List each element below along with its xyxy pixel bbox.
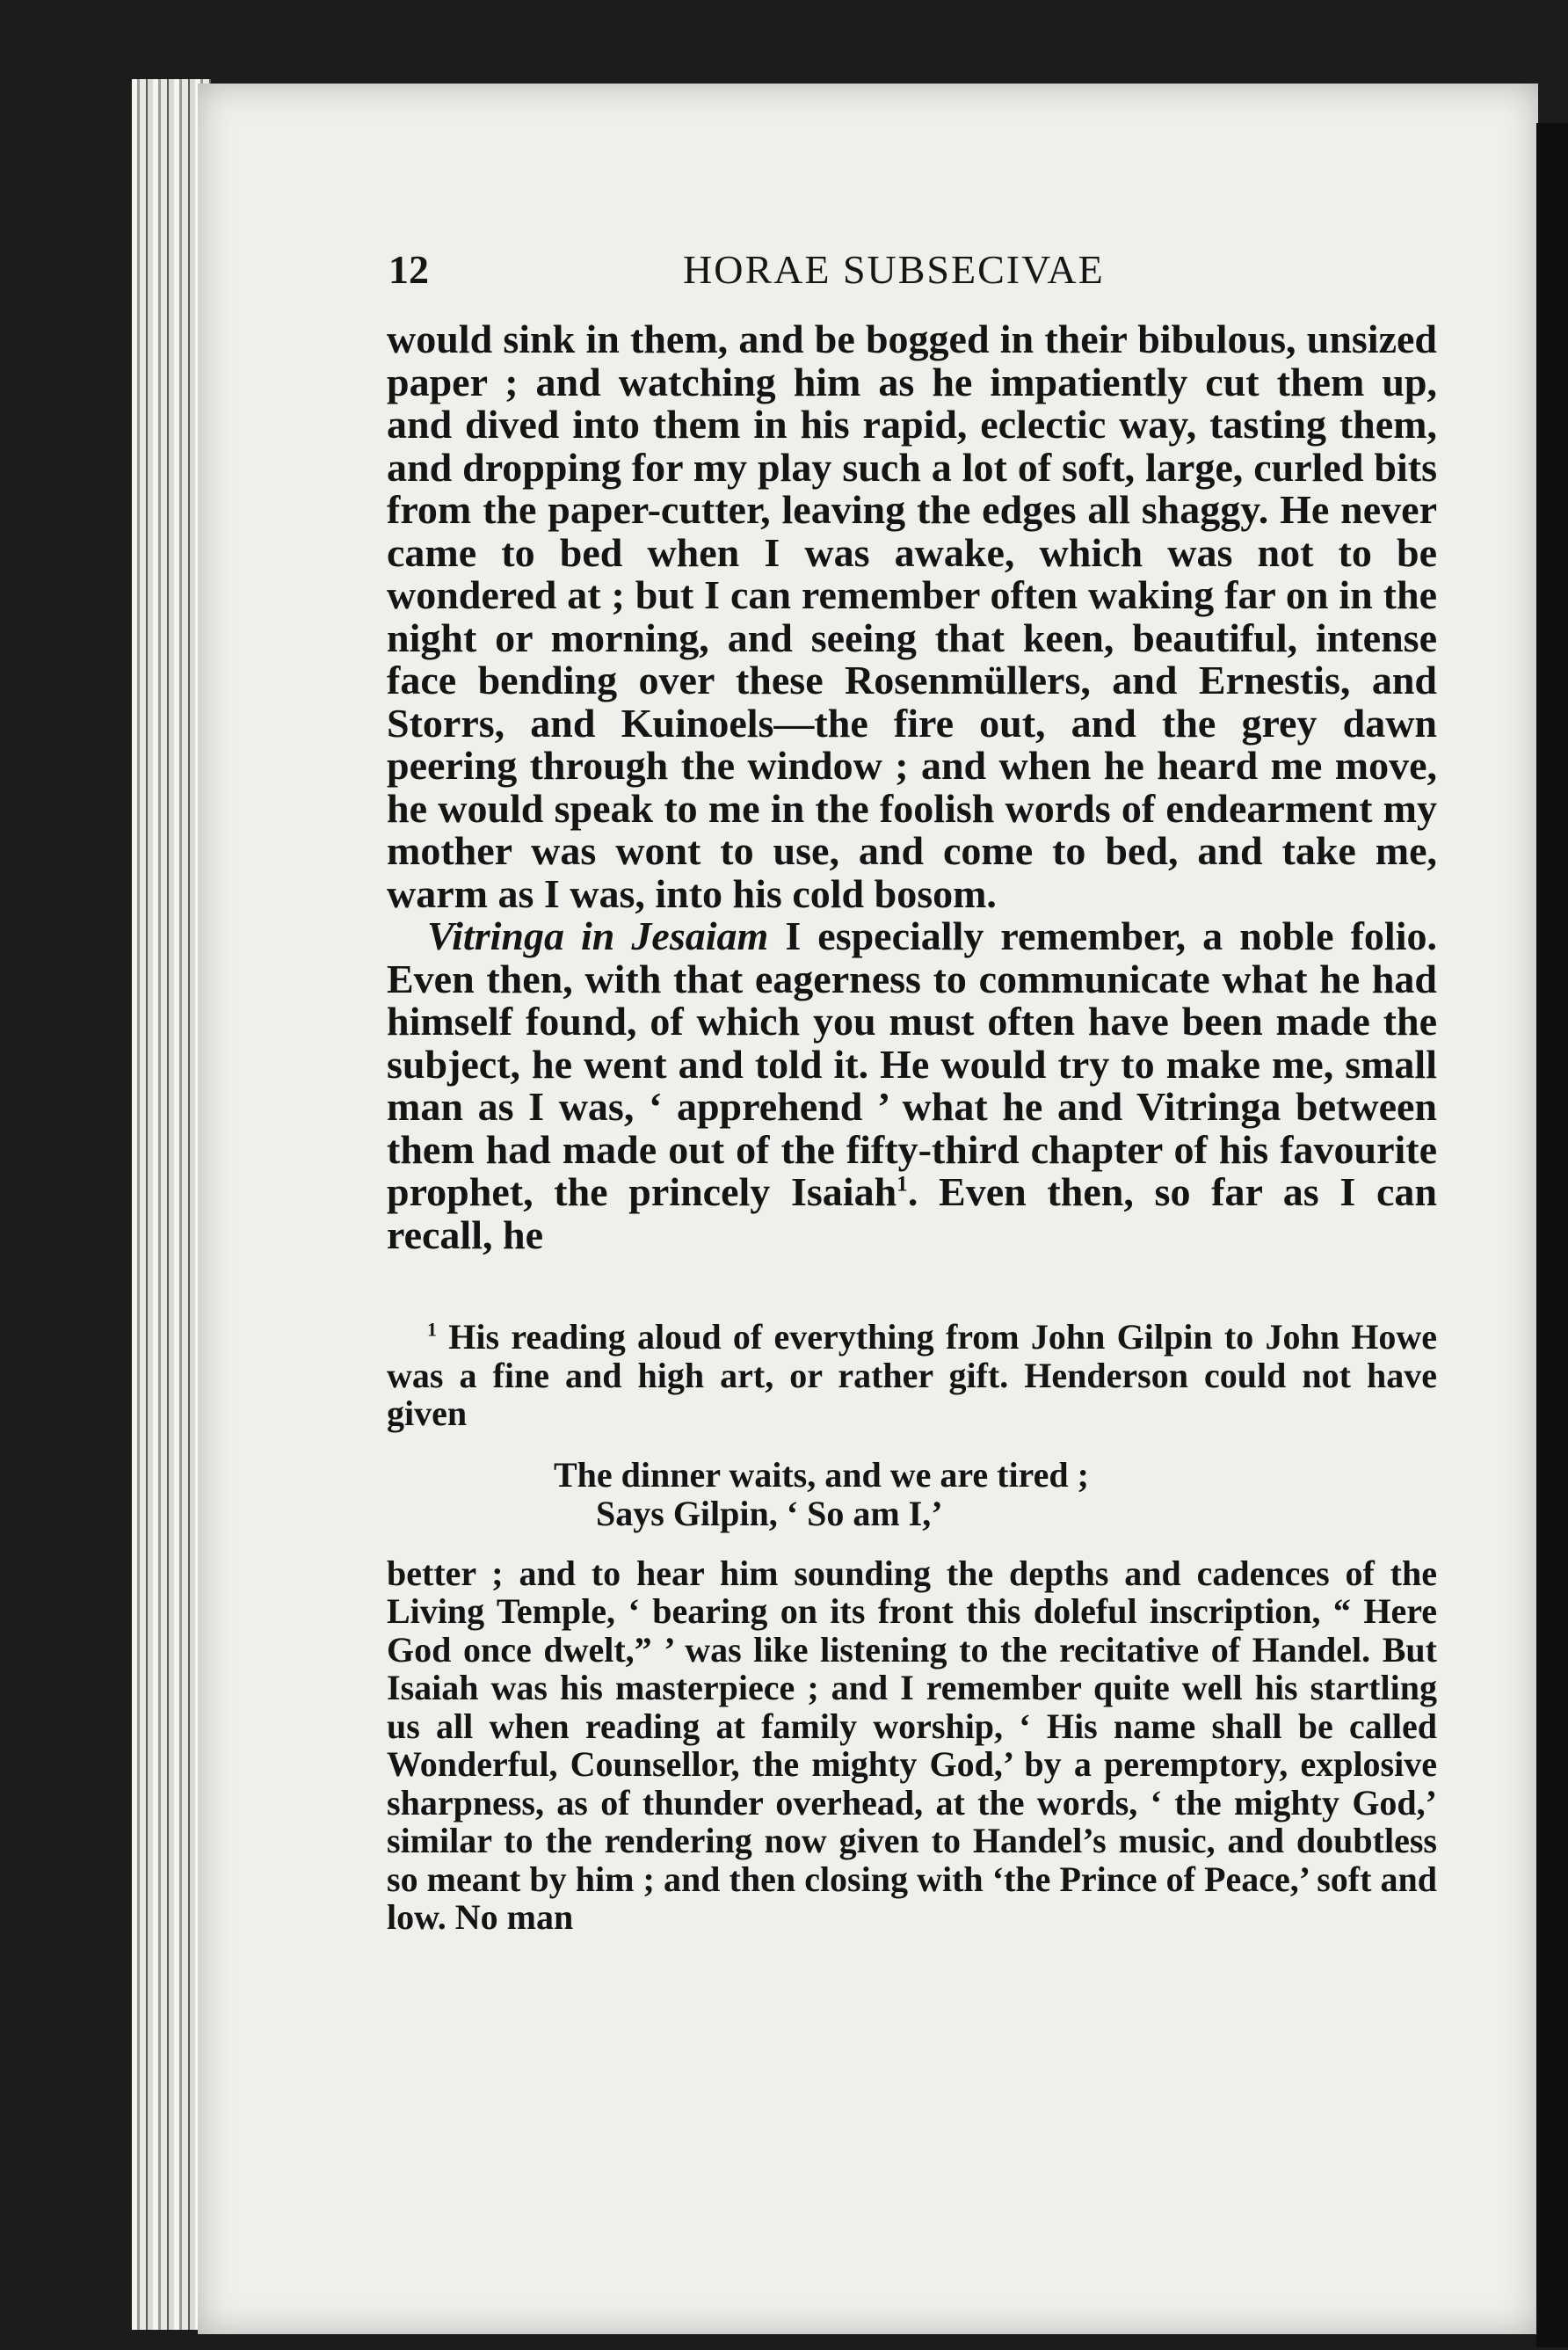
page-number: 12 xyxy=(388,247,429,292)
page-header xyxy=(388,246,1443,299)
footnote-mark: 1 xyxy=(427,1318,437,1341)
main-text xyxy=(387,318,1437,1256)
book-title-italic: Vitringa in Jesaiam xyxy=(427,913,769,958)
verse-line-1: The dinner waits, and we are tired ; xyxy=(554,1454,1089,1495)
paragraph-2-text: I especially remember, a noble folio. Even then, with that eagerness to communicate what he had himself found, of which you must often have been made the subject, he went and told it. He would try to make me, small man as I was, ‘ apprehend ’ what he and Vitringa between them had made out of the fifty-third chapter of his favourite prophet, the princely Isaiah xyxy=(387,913,1437,1214)
paragraph-2-end: . Even then, so far as I can recall, he xyxy=(387,1169,1437,1257)
footnote-intro-text: His reading aloud of everything from John Gilpin to John Howe was a fine and high art, or rather gift. Henderson could not have given xyxy=(387,1317,1437,1433)
footnote-reference: 1 xyxy=(897,1171,908,1197)
verse-quote xyxy=(554,1456,1437,1533)
paragraph-2 xyxy=(387,915,1437,1256)
page-right-edge-shadow xyxy=(1536,123,1568,2347)
running-head: HORAE SUBSECIVAE xyxy=(683,247,1105,292)
footnote-intro xyxy=(387,1318,1437,1433)
footnote xyxy=(387,1318,1437,1937)
footnote-rest: better ; and to hear him sounding the depths and cadences of the Living Temple, ‘ bearing on its front this doleful inscription, “ Here God once dwelt,” ’ was like listening to the recitative of Handel. But Isaiah was his masterpiece ; and I remember quite well his startling us all when reading at family worship, ‘ His name shall be called Wonderful, Counsellor, the mighty God,’ by a peremptory, explosive sharpness, as of thunder overhead, at the words, ‘ the mighty God,’ similar to the rendering now given to Handel’s music, and doubtless so meant by him ; and then closing with ‘the Prince of Peace,’ soft and low. No man xyxy=(387,1553,1437,1937)
verse-line-2: Says Gilpin, ‘ So am I,’ xyxy=(596,1493,943,1533)
paragraph-1: would sink in them, and be bogged in their bibulous, unsized paper ; and watching him as he impatiently cut them up, and dived into them in his rapid, eclectic way, tasting them, and dropping for my play such a lot of soft, large, curled bits from the paper-cutter, leaving the edges all shaggy. He never came to bed when I was awake, which was not to be wondered at ; but I can remember often waking far on in the night or morning, and seeing that keen, beautiful, intense face bending over these Rosenmüllers, and Ernestis, and Storrs, and Kuinoels—the fire out, and the grey dawn peering through the window ; and when he heard me move, he would speak to me in the foolish words of endearment my mother was wont to use, and come to bed, and take me, warm as I was, into his cold bosom. xyxy=(387,316,1437,916)
page-body xyxy=(387,318,1437,1937)
